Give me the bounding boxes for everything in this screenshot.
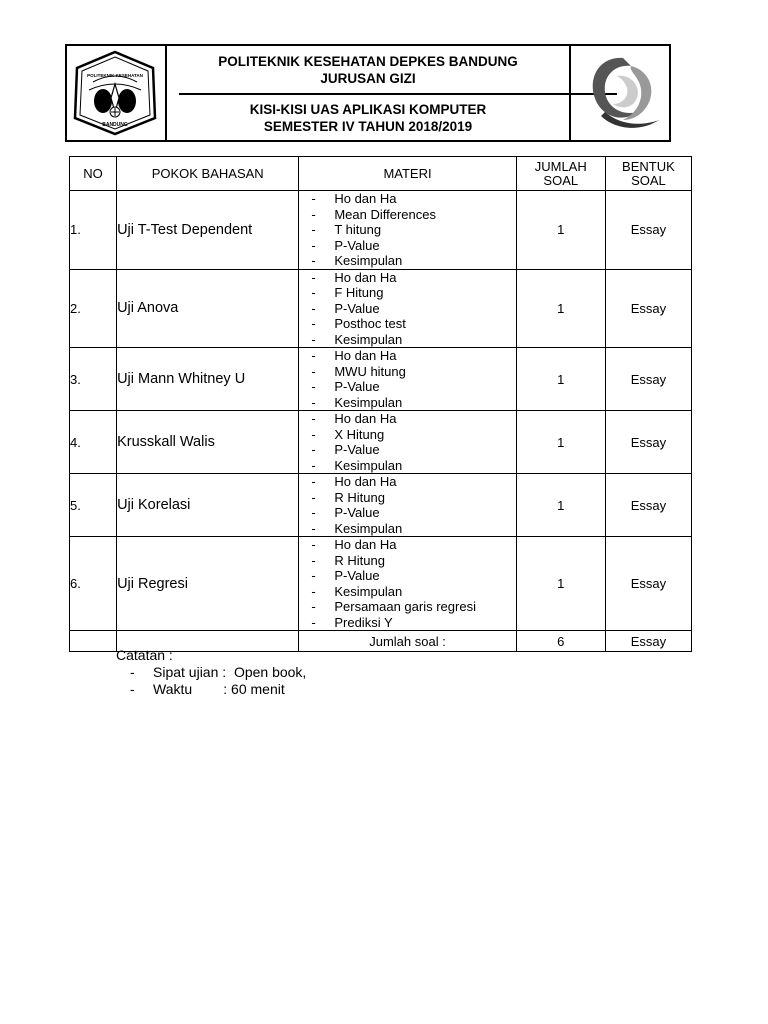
jumlah-soal: 1: [516, 269, 605, 348]
bentuk-soal: Essay: [605, 348, 691, 411]
row-number: 4.: [70, 411, 117, 474]
materi-item: - P-Value: [311, 237, 380, 253]
kisi-kisi-table: [69, 156, 692, 652]
bentuk-soal: Essay: [605, 269, 691, 348]
materi-item: - T hitung: [311, 222, 382, 237]
materi-item: - F Hitung: [311, 285, 384, 300]
pokok-bahasan: Uji Mann Whitney U: [117, 348, 299, 411]
materi-item: - Persamaan garis regresi: [311, 599, 476, 614]
materi-cell: [299, 537, 516, 631]
bentuk-soal: Essay: [605, 474, 691, 537]
semester-year: SEMESTER IV TAHUN 2018/2019: [263, 119, 473, 134]
logo-right: [569, 46, 669, 140]
materi-cell: [299, 411, 516, 474]
materi-item: - Ho dan Ha: [311, 348, 397, 363]
row-number: 3.: [70, 348, 117, 411]
column-header-no: NO: [70, 157, 117, 191]
catatan-item: - Waktu : 60 menit: [130, 681, 285, 697]
materi-list: [299, 270, 515, 348]
jumlah-soal: 1: [516, 191, 605, 270]
bentuk-soal: Essay: [605, 537, 691, 631]
pokok-bahasan: Uji Regresi: [117, 537, 299, 631]
materi-item: - P-Value: [311, 300, 380, 316]
materi-list: [299, 348, 515, 410]
row-number: 5.: [70, 474, 117, 537]
materi-cell: [299, 474, 516, 537]
materi-item: - MWU hitung: [311, 363, 406, 379]
materi-item: - Kesimpulan: [311, 331, 403, 347]
row-number: 1.: [70, 191, 117, 270]
materi-item: - Ho dan Ha: [311, 269, 397, 285]
row-number: 6.: [70, 537, 117, 631]
total-label: Jumlah soal :: [299, 631, 516, 652]
materi-list: [299, 474, 515, 536]
materi-item: - P-Value: [311, 568, 380, 583]
total-bentuk: Essay: [605, 631, 691, 652]
table-row: [70, 537, 692, 631]
materi-item: - Ho dan Ha: [311, 191, 397, 206]
header-text: [167, 46, 569, 140]
bentuk-soal: Essay: [605, 411, 691, 474]
catatan: [116, 647, 306, 698]
materi-item: - Kesimpulan: [311, 253, 403, 268]
table-row: [70, 348, 692, 411]
materi-cell: [299, 348, 516, 411]
logo-left-text-top: POLITEKNIK KESEHATAN: [87, 73, 143, 78]
poltekkes-emblem-icon: [67, 46, 163, 140]
materi-item: - Mean Differences: [311, 206, 436, 222]
materi-item: - Kesimpulan: [311, 583, 403, 599]
table-row: [70, 191, 692, 270]
bentuk-soal: Essay: [605, 191, 691, 270]
total-empty: [70, 631, 117, 652]
document-title: KISI-KISI UAS APLIKASI KOMPUTER: [249, 102, 487, 117]
column-header-materi: MATERI: [299, 157, 516, 191]
logo-left: [67, 46, 167, 140]
table-row: [70, 474, 692, 537]
department-name: JURUSAN GIZI: [320, 71, 416, 86]
swirl-logo-icon: [571, 46, 667, 140]
jumlah-soal: 1: [516, 474, 605, 537]
materi-item: - Ho dan Ha: [311, 474, 397, 489]
materi-list: [299, 411, 515, 473]
materi-item: - R Hitung: [311, 552, 385, 568]
logo-left-text-bottom: BANDUNG: [102, 122, 128, 128]
jumlah-soal: 1: [516, 411, 605, 474]
materi-item: - Kesimpulan: [311, 457, 403, 473]
pokok-bahasan: Krusskall Walis: [117, 411, 299, 474]
materi-cell: [299, 191, 516, 270]
materi-item: - Prediksi Y: [311, 614, 393, 630]
materi-item: - Kesimpulan: [311, 394, 403, 410]
materi-item: - P-Value: [311, 379, 380, 394]
materi-item: - X Hitung: [311, 426, 385, 442]
table-row: [70, 269, 692, 348]
materi-item: - R Hitung: [311, 489, 385, 505]
materi-item: - Ho dan Ha: [311, 411, 397, 426]
materi-list: [299, 191, 515, 269]
materi-item: - Ho dan Ha: [311, 537, 397, 552]
total-jumlah: 6: [516, 631, 605, 652]
materi-item: - Kesimpulan: [311, 520, 403, 536]
document-header: [65, 44, 671, 142]
materi-list: [299, 537, 515, 630]
catatan-title: Catatan :: [116, 647, 173, 663]
pokok-bahasan: Uji Korelasi: [117, 474, 299, 537]
pokok-bahasan: Uji Anova: [117, 269, 299, 348]
jumlah-soal: 1: [516, 537, 605, 631]
institution-name: POLITEKNIK KESEHATAN DEPKES BANDUNG: [218, 54, 518, 69]
header-rule: [179, 93, 617, 95]
materi-item: - P-Value: [311, 442, 380, 457]
column-header-bentuk-soal: BENTUK SOAL: [605, 157, 691, 191]
table-row: [70, 411, 692, 474]
row-number: 2.: [70, 269, 117, 348]
materi-item: - Posthoc test: [311, 316, 406, 331]
column-header-jumlah-soal: JUMLAH SOAL: [516, 157, 605, 191]
pokok-bahasan: Uji T-Test Dependent: [117, 191, 299, 270]
materi-cell: [299, 269, 516, 348]
catatan-item: - Sipat ujian : Open book,: [130, 664, 307, 680]
materi-item: - P-Value: [311, 505, 380, 520]
jumlah-soal: 1: [516, 348, 605, 411]
column-header-pokok-bahasan: POKOK BAHASAN: [117, 157, 299, 191]
table-header-row: [70, 157, 692, 191]
